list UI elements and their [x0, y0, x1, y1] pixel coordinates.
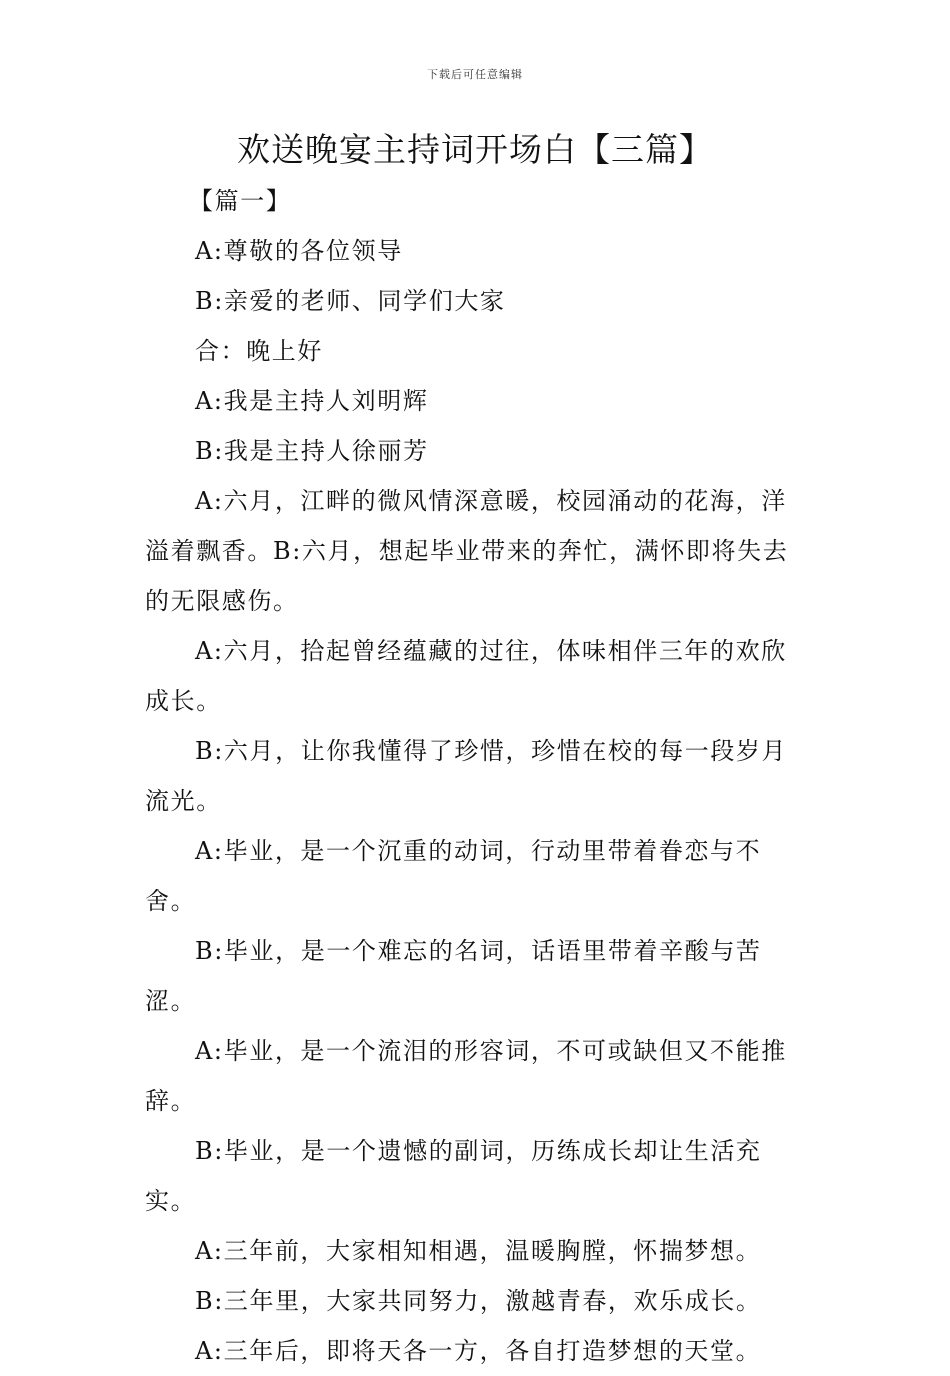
header-note: 下载后可任意编辑: [427, 68, 523, 81]
paragraph: A:六月，拾起曾经蕴藏的过往，体味相伴三年的欢欣成长。: [145, 637, 787, 715]
paragraph: 合：晚上好: [195, 337, 323, 365]
paragraph: A:我是主持人刘明辉: [195, 387, 429, 415]
section-label: 【篇一】: [189, 187, 292, 215]
paragraph: A:毕业，是一个流泪的形容词，不可或缺但又不能推辞。: [145, 1037, 787, 1115]
paragraph: A:毕业，是一个沉重的动词，行动里带着眷恋与不舍。: [145, 837, 762, 915]
document-body: [145, 176, 807, 1376]
paragraph: A:尊敬的各位领导: [195, 237, 403, 265]
paragraph: A:三年前，大家相知相遇，温暖胸膛，怀揣梦想。: [195, 1237, 762, 1265]
paragraph: B:毕业，是一个遗憾的副词，历练成长却让生活充实。: [145, 1137, 762, 1215]
paragraph: B:三年里，大家共同努力，激越青春，欢乐成长。: [195, 1287, 762, 1315]
paragraph: B:亲爱的老师、同学们大家: [195, 287, 506, 315]
paragraph: B:我是主持人徐丽芳: [195, 437, 429, 465]
document-title: 欢送晚宴主持词开场白【三篇】: [237, 130, 713, 169]
paragraph: A:三年后，即将天各一方，各自打造梦想的天堂。: [195, 1337, 762, 1365]
paragraph: B:六月，让你我懂得了珍惜，珍惜在校的每一段岁月流光。: [145, 737, 788, 815]
paragraph: A:六月，江畔的微风情深意暖，校园涌动的花海，洋溢着飘香。B:六月，想起毕业带来的奔忙，满怀即将失去的无限感伤。: [145, 487, 789, 615]
paragraph: B:毕业，是一个难忘的名词，话语里带着辛酸与苦涩。: [145, 937, 762, 1015]
